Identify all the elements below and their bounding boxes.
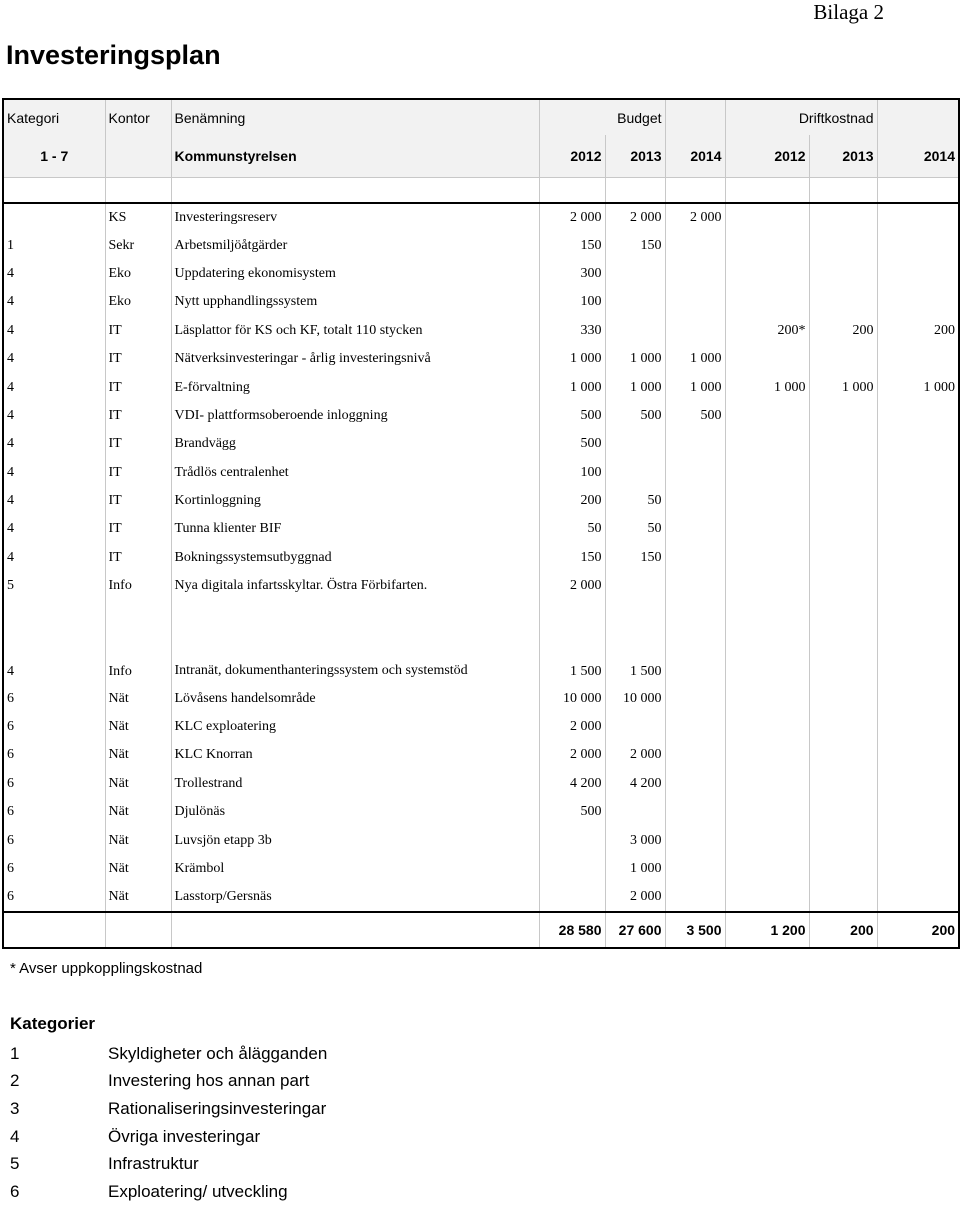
cell-b2014 bbox=[665, 260, 725, 288]
cell-b2013 bbox=[605, 260, 665, 288]
cell-b2013 bbox=[605, 317, 665, 345]
cell-namn: Trådlös centralenhet bbox=[171, 459, 539, 487]
cell-d2012 bbox=[725, 345, 809, 373]
cell-d2014 bbox=[877, 684, 959, 712]
cell-d2014 bbox=[877, 770, 959, 798]
category-item bbox=[10, 1178, 327, 1206]
cell-d2013 bbox=[809, 203, 877, 231]
cell-b2013: 1 000 bbox=[605, 855, 665, 883]
cell-d2012 bbox=[725, 713, 809, 741]
cell-b2013: 1 500 bbox=[605, 626, 665, 684]
cell-d2013 bbox=[809, 798, 877, 826]
table-row bbox=[3, 883, 959, 911]
cell-b2014 bbox=[665, 231, 725, 259]
cell-kat: 6 bbox=[3, 855, 105, 883]
table-row bbox=[3, 288, 959, 316]
cell-kontor: IT bbox=[105, 515, 171, 543]
cell-kontor: Eko bbox=[105, 260, 171, 288]
total-b2014: 3 500 bbox=[665, 912, 725, 948]
header-kontor: Kontor bbox=[105, 99, 171, 135]
category-number: 2 bbox=[10, 1071, 20, 1091]
cell-kat bbox=[3, 203, 105, 231]
cell-kontor: Sekr bbox=[105, 231, 171, 259]
cell-b2012: 1 500 bbox=[539, 626, 605, 684]
cell-b2012: 100 bbox=[539, 459, 605, 487]
category-item bbox=[10, 1123, 327, 1151]
cell-d2012 bbox=[725, 231, 809, 259]
cell-d2014 bbox=[877, 260, 959, 288]
cell-kat: 1 bbox=[3, 231, 105, 259]
table-row bbox=[3, 345, 959, 373]
cell-b2014 bbox=[665, 826, 725, 854]
cell-b2013 bbox=[605, 459, 665, 487]
cell-d2014 bbox=[877, 487, 959, 515]
cell-d2012 bbox=[725, 430, 809, 458]
cell-d2013 bbox=[809, 402, 877, 430]
header-unit: Kommunstyrelsen bbox=[171, 135, 539, 177]
totals-row bbox=[3, 912, 959, 948]
cell-kontor: Info bbox=[105, 572, 171, 600]
cell-kontor: Nät bbox=[105, 798, 171, 826]
category-number: 6 bbox=[10, 1181, 20, 1201]
cell-d2012 bbox=[725, 770, 809, 798]
total-b2013: 27 600 bbox=[605, 912, 665, 948]
cell-kat: 4 bbox=[3, 544, 105, 572]
cell-b2014 bbox=[665, 515, 725, 543]
table-row bbox=[3, 317, 959, 345]
category-item bbox=[10, 1068, 327, 1096]
cell-kontor: IT bbox=[105, 317, 171, 345]
header-drift-2013: 2013 bbox=[809, 135, 877, 177]
header-kategori: Kategori bbox=[3, 99, 105, 135]
categories-title: Kategorier bbox=[10, 1014, 96, 1033]
cell-b2013: 2 000 bbox=[605, 741, 665, 769]
category-label: Övriga investeringar bbox=[108, 1126, 261, 1146]
cell-kat: 4 bbox=[3, 487, 105, 515]
cell-b2012: 2 000 bbox=[539, 203, 605, 231]
table-row bbox=[3, 770, 959, 798]
cell-b2012: 2 000 bbox=[539, 741, 605, 769]
table-row bbox=[3, 515, 959, 543]
cell-b2013 bbox=[605, 572, 665, 600]
cell-kontor: IT bbox=[105, 402, 171, 430]
cell-d2012 bbox=[725, 826, 809, 854]
cell-d2014 bbox=[877, 459, 959, 487]
header-driftkostnad: Driftkostnad bbox=[725, 99, 877, 135]
cell-d2014 bbox=[877, 855, 959, 883]
cell-kontor: Nät bbox=[105, 741, 171, 769]
investment-table bbox=[2, 98, 960, 949]
cell-b2014 bbox=[665, 544, 725, 572]
header-years-row bbox=[3, 135, 959, 177]
cell-kat: 4 bbox=[3, 626, 105, 684]
cell-b2012: 150 bbox=[539, 231, 605, 259]
table-row bbox=[3, 798, 959, 826]
cell-d2012 bbox=[725, 260, 809, 288]
cell-d2012 bbox=[725, 515, 809, 543]
cell-namn: Bokningssystemsutbyggnad bbox=[171, 544, 539, 572]
cell-b2013 bbox=[605, 713, 665, 741]
cell-namn: Trollestrand bbox=[171, 770, 539, 798]
total-d2012: 1 200 bbox=[725, 912, 809, 948]
cell-b2014 bbox=[665, 459, 725, 487]
cell-b2012: 200 bbox=[539, 487, 605, 515]
cell-d2013 bbox=[809, 684, 877, 712]
category-number: 3 bbox=[10, 1098, 20, 1118]
cell-d2012 bbox=[725, 741, 809, 769]
header-spacer-row bbox=[3, 177, 959, 203]
cell-d2012 bbox=[725, 459, 809, 487]
cell-d2014 bbox=[877, 826, 959, 854]
cell-b2013: 3 000 bbox=[605, 826, 665, 854]
cell-kat: 4 bbox=[3, 430, 105, 458]
cell-b2014 bbox=[665, 713, 725, 741]
cell-d2014 bbox=[877, 713, 959, 741]
cell-b2012: 330 bbox=[539, 317, 605, 345]
cell-kat: 6 bbox=[3, 741, 105, 769]
cell-b2014 bbox=[665, 487, 725, 515]
table-row bbox=[3, 430, 959, 458]
page-title: Investeringsplan bbox=[6, 40, 221, 70]
category-item bbox=[10, 1095, 327, 1123]
cell-d2014 bbox=[877, 544, 959, 572]
cell-d2012 bbox=[725, 402, 809, 430]
cell-d2012 bbox=[725, 288, 809, 316]
cell-namn: VDI- plattformsoberoende inloggning bbox=[171, 402, 539, 430]
table-row bbox=[3, 544, 959, 572]
cell-kat: 4 bbox=[3, 402, 105, 430]
cell-d2013: 200 bbox=[809, 317, 877, 345]
cell-b2014 bbox=[665, 317, 725, 345]
cell-kontor: IT bbox=[105, 373, 171, 401]
header-drift-2012: 2012 bbox=[725, 135, 809, 177]
header-budget-2012: 2012 bbox=[539, 135, 605, 177]
category-number: 1 bbox=[10, 1043, 20, 1063]
cell-b2014 bbox=[665, 572, 725, 600]
cell-d2013 bbox=[809, 260, 877, 288]
cell-d2012 bbox=[725, 626, 809, 684]
cell-kat: 4 bbox=[3, 459, 105, 487]
cell-kat: 4 bbox=[3, 317, 105, 345]
categories-list bbox=[10, 1040, 327, 1206]
cell-b2012: 1 000 bbox=[539, 345, 605, 373]
cell-kat: 4 bbox=[3, 515, 105, 543]
category-label: Infrastruktur bbox=[108, 1154, 199, 1174]
cell-kontor: KS bbox=[105, 203, 171, 231]
footnote: * Avser uppkopplingskostnad bbox=[10, 960, 203, 977]
cell-kontor: Nät bbox=[105, 826, 171, 854]
table-row bbox=[3, 402, 959, 430]
table-row bbox=[3, 855, 959, 883]
cell-d2013 bbox=[809, 345, 877, 373]
header-drift-2014: 2014 bbox=[877, 135, 959, 177]
cell-d2014 bbox=[877, 572, 959, 600]
cell-b2012: 4 200 bbox=[539, 770, 605, 798]
cell-d2014 bbox=[877, 883, 959, 911]
cell-namn: Investeringsreserv bbox=[171, 203, 539, 231]
cell-d2013 bbox=[809, 487, 877, 515]
cell-b2013: 1 000 bbox=[605, 373, 665, 401]
appendix-label: Bilaga 2 bbox=[813, 0, 884, 24]
cell-kat: 4 bbox=[3, 373, 105, 401]
cell-b2012: 2 000 bbox=[539, 572, 605, 600]
cell-namn: Arbetsmiljöåtgärder bbox=[171, 231, 539, 259]
table-row bbox=[3, 572, 959, 600]
cell-namn: Tunna klienter BIF bbox=[171, 515, 539, 543]
cell-d2012: 1 000 bbox=[725, 373, 809, 401]
cell-d2013 bbox=[809, 770, 877, 798]
cell-b2013 bbox=[605, 430, 665, 458]
cell-b2013 bbox=[605, 798, 665, 826]
cell-namn: Lövåsens handelsområde bbox=[171, 684, 539, 712]
header-budget: Budget bbox=[539, 99, 665, 135]
cell-namn: E-förvaltning bbox=[171, 373, 539, 401]
cell-kontor: Nät bbox=[105, 684, 171, 712]
cell-d2013 bbox=[809, 741, 877, 769]
cell-b2014: 1 000 bbox=[665, 345, 725, 373]
table-row bbox=[3, 203, 959, 231]
cell-d2012 bbox=[725, 684, 809, 712]
header-budget-2014: 2014 bbox=[665, 135, 725, 177]
table-row bbox=[3, 741, 959, 769]
cell-kat: 5 bbox=[3, 572, 105, 600]
cell-b2013: 2 000 bbox=[605, 203, 665, 231]
table-row bbox=[3, 626, 959, 684]
spacer-row bbox=[3, 600, 959, 626]
cell-kontor: Info bbox=[105, 626, 171, 684]
cell-kat: 6 bbox=[3, 826, 105, 854]
cell-d2013 bbox=[809, 572, 877, 600]
cell-d2012 bbox=[725, 487, 809, 515]
cell-b2013: 50 bbox=[605, 487, 665, 515]
cell-d2013 bbox=[809, 826, 877, 854]
table-row bbox=[3, 231, 959, 259]
cell-kontor: Nät bbox=[105, 713, 171, 741]
cell-d2012 bbox=[725, 203, 809, 231]
cell-d2014: 200 bbox=[877, 317, 959, 345]
cell-namn: Djulönäs bbox=[171, 798, 539, 826]
cell-b2012: 1 000 bbox=[539, 373, 605, 401]
cell-kat: 6 bbox=[3, 883, 105, 911]
cell-kontor: IT bbox=[105, 430, 171, 458]
cell-d2014 bbox=[877, 741, 959, 769]
cell-b2014: 1 000 bbox=[665, 373, 725, 401]
cell-d2014 bbox=[877, 798, 959, 826]
cell-b2014 bbox=[665, 741, 725, 769]
cell-d2014 bbox=[877, 288, 959, 316]
cell-b2012 bbox=[539, 883, 605, 911]
cell-d2013: 1 000 bbox=[809, 373, 877, 401]
category-item bbox=[10, 1040, 327, 1068]
cell-d2013 bbox=[809, 288, 877, 316]
cell-d2013 bbox=[809, 515, 877, 543]
table-row bbox=[3, 373, 959, 401]
cell-b2013 bbox=[605, 288, 665, 316]
cell-b2013: 150 bbox=[605, 544, 665, 572]
cell-kontor: IT bbox=[105, 345, 171, 373]
cell-namn: Kortinloggning bbox=[171, 487, 539, 515]
cell-b2013: 50 bbox=[605, 515, 665, 543]
table-row bbox=[3, 487, 959, 515]
cell-b2014 bbox=[665, 770, 725, 798]
cell-d2014 bbox=[877, 626, 959, 684]
cell-d2012 bbox=[725, 798, 809, 826]
cell-b2012 bbox=[539, 826, 605, 854]
cell-d2012: 200* bbox=[725, 317, 809, 345]
cell-b2013: 2 000 bbox=[605, 883, 665, 911]
cell-namn: Uppdatering ekonomisystem bbox=[171, 260, 539, 288]
total-d2013: 200 bbox=[809, 912, 877, 948]
cell-kat: 4 bbox=[3, 260, 105, 288]
cell-b2012: 500 bbox=[539, 430, 605, 458]
cell-d2014 bbox=[877, 345, 959, 373]
cell-d2014 bbox=[877, 402, 959, 430]
cell-namn: Krämbol bbox=[171, 855, 539, 883]
cell-namn: Nya digitala infartsskyltar. Östra Förbifarten. bbox=[171, 572, 539, 600]
cell-namn: Brandvägg bbox=[171, 430, 539, 458]
cell-b2012: 300 bbox=[539, 260, 605, 288]
cell-d2014 bbox=[877, 515, 959, 543]
cell-d2013 bbox=[809, 459, 877, 487]
cell-namn bbox=[171, 626, 539, 684]
cell-kontor: IT bbox=[105, 544, 171, 572]
cell-b2012: 2 000 bbox=[539, 713, 605, 741]
total-b2012: 28 580 bbox=[539, 912, 605, 948]
cell-b2012: 10 000 bbox=[539, 684, 605, 712]
category-label: Exploatering/ utveckling bbox=[108, 1181, 288, 1201]
cell-kat: 6 bbox=[3, 770, 105, 798]
header-range: 1 - 7 bbox=[3, 135, 105, 177]
table-row bbox=[3, 459, 959, 487]
category-number: 5 bbox=[10, 1154, 20, 1174]
header-budget-2013: 2013 bbox=[605, 135, 665, 177]
cell-b2014 bbox=[665, 798, 725, 826]
cell-b2014: 2 000 bbox=[665, 203, 725, 231]
cell-d2013 bbox=[809, 430, 877, 458]
cell-b2012: 100 bbox=[539, 288, 605, 316]
cell-d2013 bbox=[809, 544, 877, 572]
cell-d2012 bbox=[725, 855, 809, 883]
cell-b2014 bbox=[665, 855, 725, 883]
cell-d2014 bbox=[877, 231, 959, 259]
header-row bbox=[3, 99, 959, 135]
cell-b2013: 4 200 bbox=[605, 770, 665, 798]
cell-d2012 bbox=[725, 572, 809, 600]
table-row bbox=[3, 684, 959, 712]
cell-b2013: 10 000 bbox=[605, 684, 665, 712]
cell-b2013: 150 bbox=[605, 231, 665, 259]
cell-namn: Nytt upphandlingssystem bbox=[171, 288, 539, 316]
cell-kontor: Nät bbox=[105, 883, 171, 911]
cell-b2013: 500 bbox=[605, 402, 665, 430]
cell-b2014 bbox=[665, 684, 725, 712]
cell-b2014: 500 bbox=[665, 402, 725, 430]
cell-namn-text: Intranät, dokumenthanteringssystem och systemstöd bbox=[174, 663, 468, 679]
cell-d2013 bbox=[809, 713, 877, 741]
cell-namn: Luvsjön etapp 3b bbox=[171, 826, 539, 854]
category-label: Skyldigheter och ålägganden bbox=[108, 1043, 328, 1063]
cell-b2012: 150 bbox=[539, 544, 605, 572]
category-item bbox=[10, 1150, 327, 1178]
cell-d2012 bbox=[725, 883, 809, 911]
total-d2014: 200 bbox=[877, 912, 959, 948]
cell-b2014 bbox=[665, 626, 725, 684]
header-benamning: Benämning bbox=[171, 99, 539, 135]
cell-kontor: Eko bbox=[105, 288, 171, 316]
cell-namn: KLC exploatering bbox=[171, 713, 539, 741]
cell-b2012: 500 bbox=[539, 402, 605, 430]
table-row bbox=[3, 826, 959, 854]
cell-namn: Läsplattor för KS och KF, totalt 110 stycken bbox=[171, 317, 539, 345]
cell-d2013 bbox=[809, 855, 877, 883]
cell-d2014 bbox=[877, 430, 959, 458]
cell-d2013 bbox=[809, 626, 877, 684]
cell-d2014: 1 000 bbox=[877, 373, 959, 401]
category-number: 4 bbox=[10, 1126, 20, 1146]
cell-namn: Lasstorp/Gersnäs bbox=[171, 883, 539, 911]
cell-b2014 bbox=[665, 883, 725, 911]
cell-b2012: 500 bbox=[539, 798, 605, 826]
cell-kat: 6 bbox=[3, 713, 105, 741]
cell-kontor: Nät bbox=[105, 770, 171, 798]
cell-b2012: 50 bbox=[539, 515, 605, 543]
cell-d2013 bbox=[809, 231, 877, 259]
cell-kat: 4 bbox=[3, 288, 105, 316]
cell-kontor: IT bbox=[105, 487, 171, 515]
table-row bbox=[3, 713, 959, 741]
cell-b2012 bbox=[539, 855, 605, 883]
cell-kontor: Nät bbox=[105, 855, 171, 883]
cell-d2014 bbox=[877, 203, 959, 231]
cell-kontor: IT bbox=[105, 459, 171, 487]
cell-namn: Nätverksinvesteringar - årlig investeringsnivå bbox=[171, 345, 539, 373]
cell-kat: 6 bbox=[3, 798, 105, 826]
table-row bbox=[3, 260, 959, 288]
cell-b2014 bbox=[665, 288, 725, 316]
cell-b2014 bbox=[665, 430, 725, 458]
cell-namn: KLC Knorran bbox=[171, 741, 539, 769]
cell-b2013: 1 000 bbox=[605, 345, 665, 373]
cell-d2013 bbox=[809, 883, 877, 911]
category-label: Investering hos annan part bbox=[108, 1071, 310, 1091]
category-label: Rationaliseringsinvesteringar bbox=[108, 1098, 327, 1118]
cell-d2012 bbox=[725, 544, 809, 572]
cell-kat: 6 bbox=[3, 684, 105, 712]
cell-kat: 4 bbox=[3, 345, 105, 373]
